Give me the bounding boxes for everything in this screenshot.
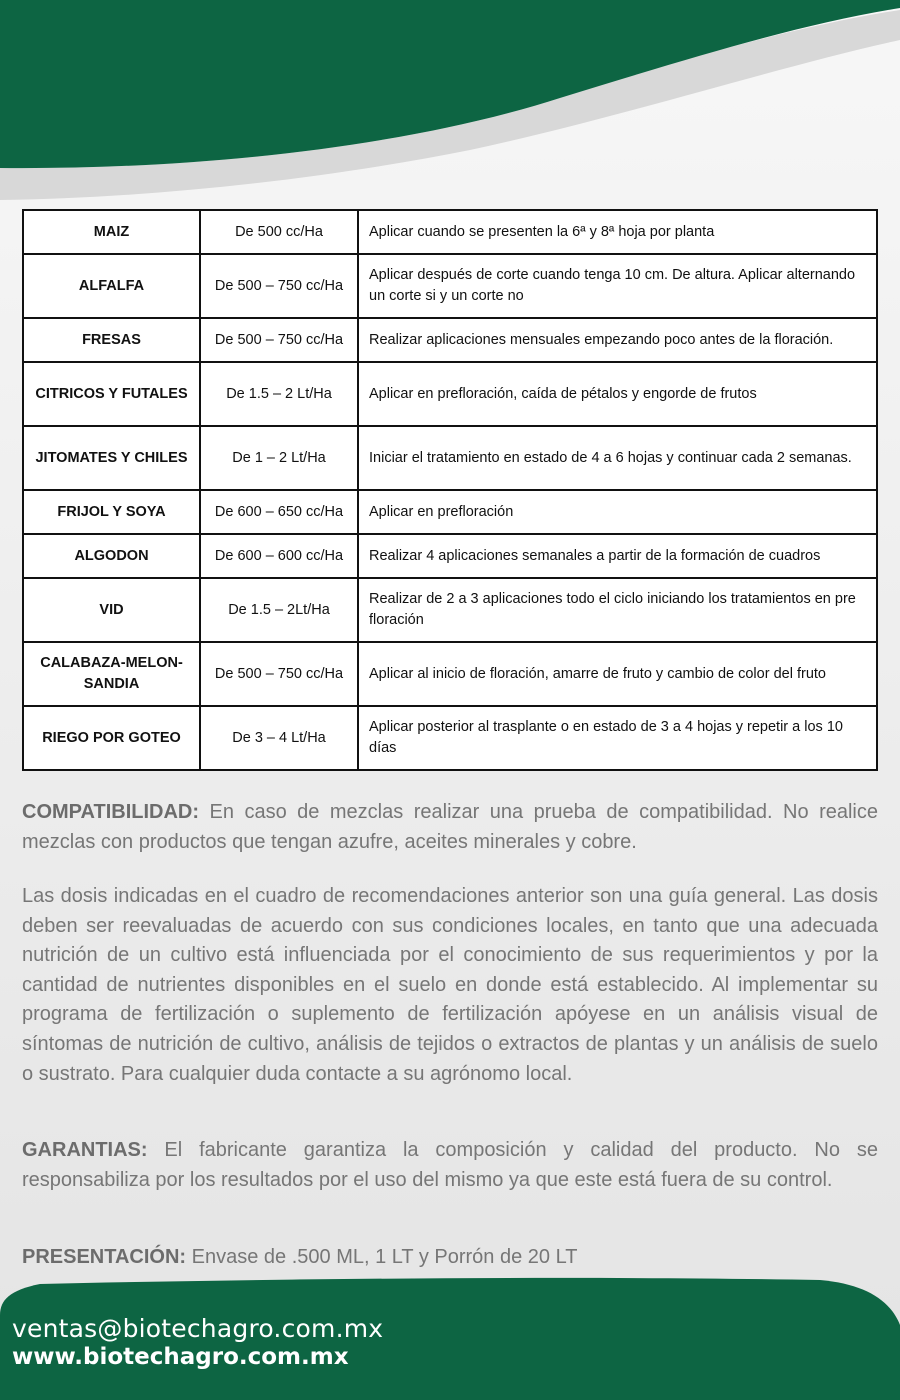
dosage-note-paragraph: Las dosis indicadas en el cuadro de recomendaciones anterior son una guía general. Las dosis deben ser reevaluadas de acuerdo con sus condiciones locales, en tanto que una adecuada nutrición de un cultivo está influenciada por el conocimiento de sus requerimientos y por la cantidad de nutrientes disponibles en el suelo en donde está establecido. Al implementar su programa de fertilización o suplemento de fertilización apóyese en un análisis visual de síntomas de nutrición de cultivo, análisis de tejidos o extractos de plantas y un análisis de suelo o sustrato. Para cualquier duda contacte a su agrónomo local. xyxy=(22,885,878,1085)
crop-cell: FRIJOL Y SOYA xyxy=(23,490,200,534)
dosage-table xyxy=(22,209,878,771)
crop-cell: RIEGO POR GOTEO xyxy=(23,706,200,770)
dose-cell: De 600 – 600 cc/Ha xyxy=(200,534,358,578)
presentation-paragraph xyxy=(22,1243,878,1273)
instruction-cell: Realizar 4 aplicaciones semanales a partir de la formación de cuadros xyxy=(358,534,877,578)
crop-cell: VID xyxy=(23,578,200,642)
compatibility-label: COMPATIBILIDAD: xyxy=(22,801,200,823)
dose-cell: De 500 – 750 cc/Ha xyxy=(200,254,358,318)
presentation-text: Envase de .500 ML, 1 LT y Porrón de 20 LT xyxy=(186,1246,578,1268)
header-green-wave xyxy=(0,0,900,210)
warranty-text: El fabricante garantiza la composición y calidad del producto. No se responsabiliza por los resultados por el uso del mismo ya que este está fuera de su control. xyxy=(22,1139,878,1191)
instruction-cell: Realizar aplicaciones mensuales empezando poco antes de la floración. xyxy=(358,318,877,362)
instruction-cell: Aplicar al inicio de floración, amarre de fruto y cambio de color del fruto xyxy=(358,642,877,706)
instruction-cell: Iniciar el tratamiento en estado de 4 a 6 hojas y continuar cada 2 semanas. xyxy=(358,426,877,490)
table-row xyxy=(23,578,877,642)
dose-cell: De 1 – 2 Lt/Ha xyxy=(200,426,358,490)
table-row xyxy=(23,706,877,770)
warranty-paragraph xyxy=(22,1136,878,1195)
dose-cell: De 500 – 750 cc/Ha xyxy=(200,318,358,362)
dose-cell: De 3 – 4 Lt/Ha xyxy=(200,706,358,770)
crop-cell: MAIZ xyxy=(23,210,200,254)
table-row xyxy=(23,318,877,362)
table-row xyxy=(23,426,877,490)
crop-cell: CITRICOS Y FUTALES xyxy=(23,362,200,426)
instruction-cell: Aplicar después de corte cuando tenga 10 cm. De altura. Aplicar alternando un corte si y un corte no xyxy=(358,254,877,318)
dose-cell: De 1.5 – 2 Lt/Ha xyxy=(200,362,358,426)
table-row xyxy=(23,362,877,426)
table-row xyxy=(23,490,877,534)
dose-cell: De 500 – 750 cc/Ha xyxy=(200,642,358,706)
dose-cell: De 500 cc/Ha xyxy=(200,210,358,254)
instruction-cell: Aplicar en prefloración xyxy=(358,490,877,534)
table-row xyxy=(23,254,877,318)
crop-cell: ALGODON xyxy=(23,534,200,578)
compatibility-text: En caso de mezclas realizar una prueba de compatibilidad. No realice mezclas con productos que tengan azufre, aceites minerales y cobre. xyxy=(22,801,878,853)
table-row xyxy=(23,210,877,254)
crop-cell: FRESAS xyxy=(23,318,200,362)
crop-cell: CALABAZA-MELON-SANDIA xyxy=(23,642,200,706)
table-row xyxy=(23,642,877,706)
instruction-cell: Aplicar posterior al trasplante o en estado de 3 a 4 hojas y repetir a los 10 días xyxy=(358,706,877,770)
table-row xyxy=(23,534,877,578)
dose-cell: De 1.5 – 2Lt/Ha xyxy=(200,578,358,642)
website-link[interactable]: www.biotechagro.com.mx xyxy=(12,1344,349,1370)
compatibility-paragraph xyxy=(22,798,878,857)
dose-cell: De 600 – 650 cc/Ha xyxy=(200,490,358,534)
instruction-cell: Aplicar cuando se presenten la 6ª y 8ª hoja por planta xyxy=(358,210,877,254)
warranty-label: GARANTIAS: xyxy=(22,1139,148,1161)
instruction-cell: Aplicar en prefloración, caída de pétalos y engorde de frutos xyxy=(358,362,877,426)
crop-cell: ALFALFA xyxy=(23,254,200,318)
crop-cell: JITOMATES Y CHILES xyxy=(23,426,200,490)
instruction-cell: Realizar de 2 a 3 aplicaciones todo el ciclo iniciando los tratamientos en pre floración xyxy=(358,578,877,642)
contact-email-link[interactable]: ventas@biotechagro.com.mx xyxy=(12,1314,384,1343)
presentation-label: PRESENTACIÓN: xyxy=(22,1246,187,1268)
